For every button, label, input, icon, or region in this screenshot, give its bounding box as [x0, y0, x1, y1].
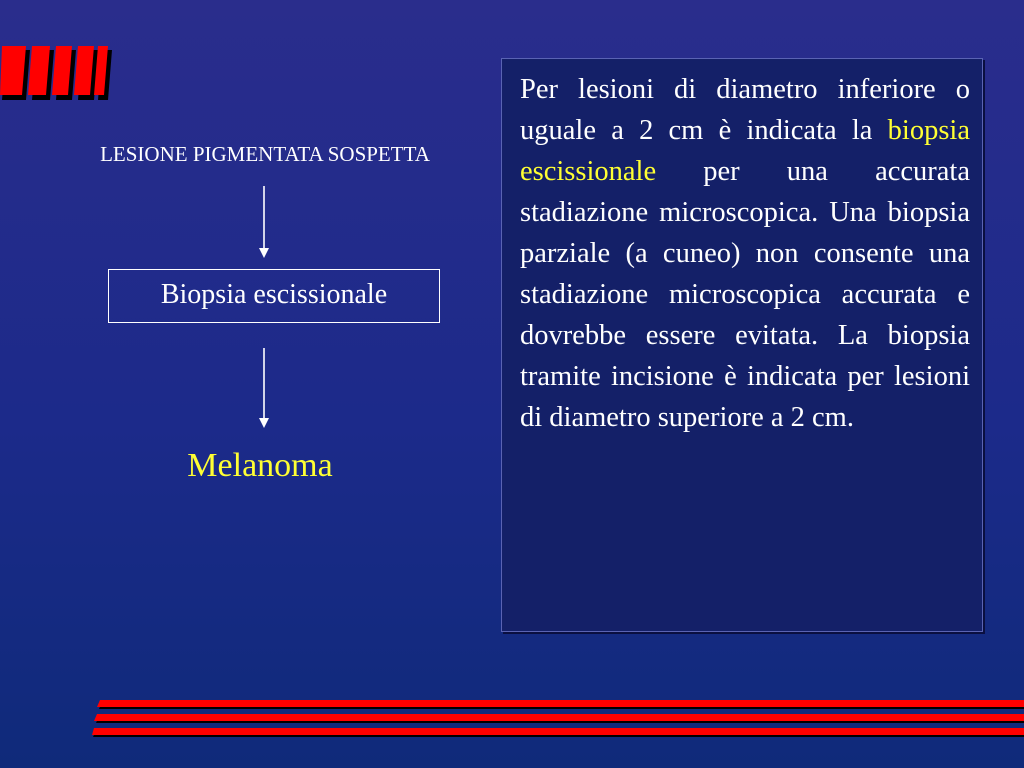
panel-text-after: per una accurata stadiazione microscopica. Una biopsia parziale (a cuneo) non consente una stadiazione microscopica accurata e dovrebbe essere evitata. La biopsia tramite incisione è indicata per lesioni di diametro superiore a 2 cm.: [520, 156, 970, 433]
arrow-down-icon: [256, 186, 272, 258]
text-panel: [501, 58, 983, 632]
panel-text-before: Per lesioni di diametro inferiore o uguale a 2 cm è indicata la: [520, 74, 970, 146]
bottom-stripes: [92, 698, 1024, 738]
result-label: Melanoma: [187, 447, 333, 484]
flow-title: LESIONE PIGMENTATA SOSPETTA: [100, 142, 430, 166]
step-box: Biopsia escissionale: [108, 269, 440, 323]
arrow-down-icon: [256, 348, 272, 428]
panel-paragraph: [519, 69, 970, 438]
panel-highlight: biopsia escissionale: [520, 115, 970, 187]
red-bars-logo: [0, 44, 112, 100]
